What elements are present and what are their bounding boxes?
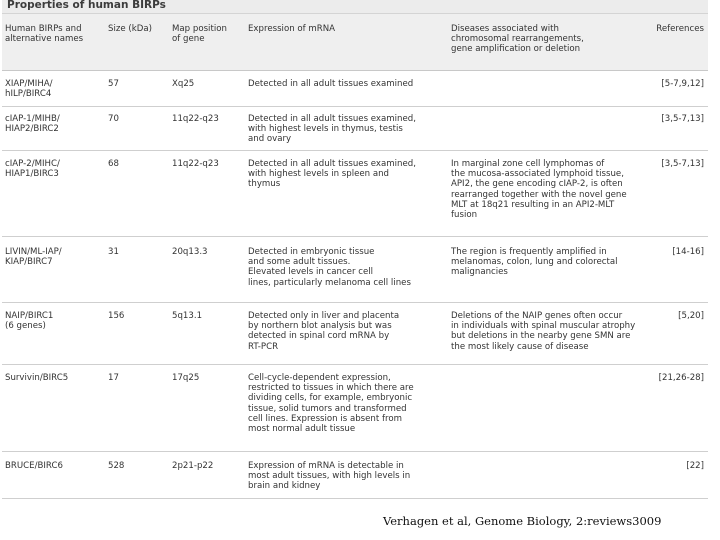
row-divider <box>2 106 708 107</box>
row6-name: BRUCE/BIRC6 <box>5 461 63 471</box>
table-header <box>2 14 708 71</box>
row0-map: Xq25 <box>172 79 195 89</box>
title-bar <box>2 0 708 14</box>
row2-diseases: In marginal zone cell lymphomas of the mucosa-associated lymphoid tissue, API2, the gene encoding cIAP-2, is often rearranged together with the novel gene MLT at 18q21 resulting in an API2-MLT fusion <box>451 159 627 221</box>
header-size: Size (kDa) <box>108 24 152 34</box>
row6-map: 2p21-p22 <box>172 461 214 471</box>
row2-size: 68 <box>108 159 119 169</box>
header-refs: References <box>656 24 704 34</box>
row3-name: LIVIN/ML-IAP/ KIAP/BIRC7 <box>5 247 62 268</box>
row3-size: 31 <box>108 247 119 257</box>
row5-name: Survivin/BIRC5 <box>5 373 69 383</box>
row5-size: 17 <box>108 373 119 383</box>
citation-footer: Verhagen et al, Genome Biology, 2:reviews3009 <box>383 514 662 528</box>
table-title: Properties of human BIRPs <box>7 0 166 11</box>
row1-map: 11q22-q23 <box>172 114 219 124</box>
row6-refs: [22] <box>686 461 704 471</box>
header-diseases: Diseases associated with chromosomal rearrangements, gene amplification or deletion <box>451 24 584 55</box>
row4-map: 5q13.1 <box>172 311 203 321</box>
row-divider <box>2 236 708 237</box>
row0-name: XIAP/MIHA/ hILP/BIRC4 <box>5 79 53 100</box>
row5-map: 17q25 <box>172 373 200 383</box>
row-divider <box>2 302 708 303</box>
row2-expression: Detected in all adult tissues examined, with highest levels in spleen and thymus <box>248 159 416 190</box>
row0-refs: [5-7,9,12] <box>661 79 704 89</box>
row0-expression: Detected in all adult tissues examined <box>248 79 414 89</box>
row4-diseases: Deletions of the NAIP genes often occur in individuals with spinal muscular atrophy but deletions in the nearby gene SMN are the most likely cause of disease <box>451 311 636 352</box>
row5-expression: Cell-cycle-dependent expression, restricted to tissues in which there are dividing cells, for example, embryonic tissue, solid tumors and transformed cell lines. Expression is absent from most normal adult tissue <box>248 373 414 435</box>
row5-refs: [21,26-28] <box>658 373 704 383</box>
row4-refs: [5,20] <box>678 311 704 321</box>
row2-refs: [3,5-7,13] <box>661 159 704 169</box>
row2-map: 11q22-q23 <box>172 159 219 169</box>
row2-name: cIAP-2/MIHC/ HIAP1/BIRC3 <box>5 159 60 180</box>
row4-name: NAIP/BIRC1 (6 genes) <box>5 311 54 332</box>
row6-expression: Expression of mRNA is detectable in most adult tissues, with high levels in brain and kidney <box>248 461 411 492</box>
row-divider <box>2 364 708 365</box>
header-expression: Expression of mRNA <box>248 24 336 34</box>
row-divider <box>2 150 708 151</box>
row3-expression: Detected in embryonic tissue and some adult tissues. Elevated levels in cancer cell lines, particularly melanoma cell lines <box>248 247 411 288</box>
row0-size: 57 <box>108 79 119 89</box>
row3-map: 20q13.3 <box>172 247 208 257</box>
row3-refs: [14-16] <box>672 247 704 257</box>
header-map: Map position of gene <box>172 24 227 45</box>
row-divider <box>2 498 708 499</box>
row4-expression: Detected only in liver and placenta by northern blot analysis but was detected in spinal cord mRNA by RT-PCR <box>248 311 400 352</box>
row4-size: 156 <box>108 311 125 321</box>
row1-size: 70 <box>108 114 119 124</box>
row1-refs: [3,5-7,13] <box>661 114 704 124</box>
row1-name: cIAP-1/MIHB/ HIAP2/BIRC2 <box>5 114 60 135</box>
row3-diseases: The region is frequently amplified in melanomas, colon, lung and colorectal malignancies <box>451 247 618 278</box>
row1-expression: Detected in all adult tissues examined, with highest levels in thymus, testis and ovary <box>248 114 416 145</box>
row6-size: 528 <box>108 461 125 471</box>
row-divider <box>2 451 708 452</box>
header-name: Human BIRPs and alternative names <box>5 24 84 45</box>
